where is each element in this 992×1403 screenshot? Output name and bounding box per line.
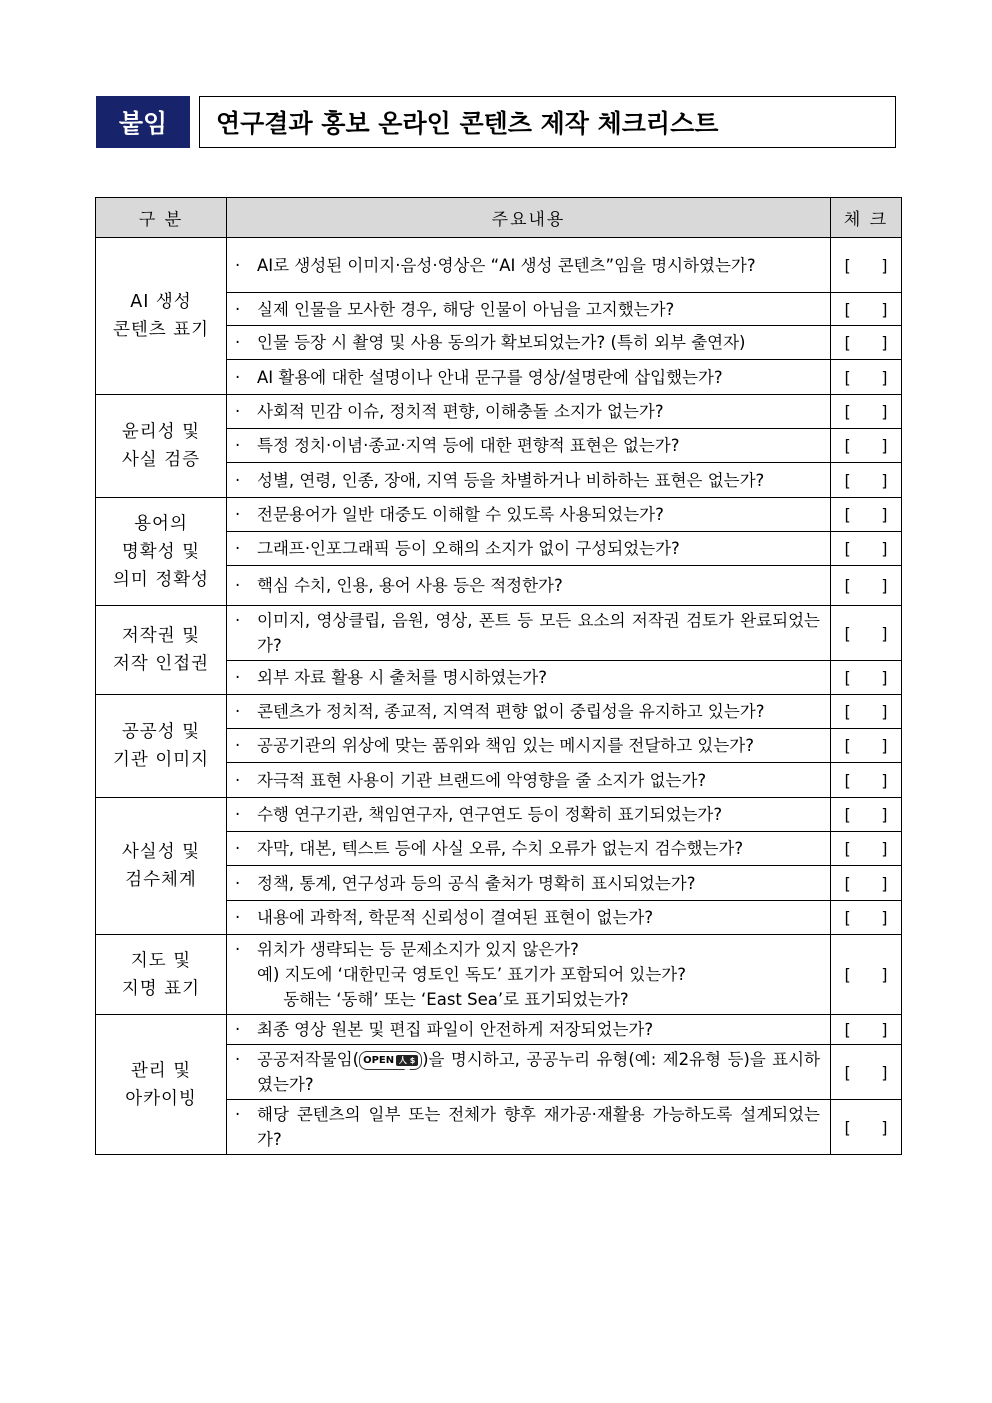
- check-box[interactable]: [ ]: [831, 532, 902, 566]
- check-box[interactable]: [ ]: [831, 498, 902, 532]
- table-row: [96, 395, 902, 429]
- check-box[interactable]: [ ]: [831, 901, 902, 935]
- item-text: 최종 영상 원본 및 편집 파일이 안전하게 저장되었는가?: [257, 1020, 654, 1039]
- check-box[interactable]: [ ]: [831, 326, 902, 360]
- checklist-item: [227, 832, 831, 866]
- table-row: [96, 238, 902, 293]
- bullet: ·: [235, 402, 241, 421]
- bullet: ·: [235, 1105, 241, 1124]
- bullet: ·: [235, 770, 241, 790]
- check-box[interactable]: [ ]: [831, 238, 902, 293]
- item-text: 공공저작물임( OPEN 人 $ ≡ )을 명시하고, 공공누리 유형(예: 제2유형 등)을 표시하였는가?: [257, 1050, 820, 1094]
- category-cell: 윤리성 및 사실 검증: [96, 395, 227, 498]
- item-text: 콘텐츠가 정치적, 종교적, 지역적 편향 없이 중립성을 유지하고 있는가?: [257, 702, 765, 721]
- check-box[interactable]: [ ]: [831, 1015, 902, 1045]
- header-content: 주요내용: [227, 198, 831, 238]
- checklist-item: [227, 866, 831, 901]
- bullet: ·: [235, 702, 241, 721]
- table-row: [96, 798, 902, 832]
- table-row: [96, 695, 902, 729]
- checklist-item: [227, 463, 831, 498]
- item-text: 위치가 생략되는 등 문제소지가 있지 않은가? 예) 지도에 ‘대한민국 영토인 독도’ 표기가 포함되어 있는가? 동해는 ‘동해’ 또는 ‘East Sea’로 표기되었는가?: [257, 940, 686, 1009]
- checklist-item: [227, 360, 831, 395]
- bullet: ·: [235, 1020, 241, 1039]
- category-cell: 용어의 명확성 및 의미 정확성: [96, 498, 227, 606]
- item-text: 수행 연구기관, 책임연구자, 연구연도 등이 정확히 표기되었는가?: [257, 805, 723, 824]
- table-row: [96, 935, 902, 1015]
- check-box[interactable]: [ ]: [831, 661, 902, 695]
- page-title: 연구결과 홍보 온라인 콘텐츠 제작 체크리스트: [199, 96, 896, 148]
- item-text: 자극적 표현 사용이 기관 브랜드에 악영향을 줄 소지가 없는가?: [257, 770, 707, 790]
- bullet: ·: [235, 436, 241, 455]
- header-category: 구 분: [96, 198, 227, 238]
- check-box[interactable]: [ ]: [831, 763, 902, 798]
- checklist-item: [227, 532, 831, 566]
- table-header-row: [96, 198, 902, 238]
- item-text: 정책, 통계, 연구성과 등의 공식 출처가 명확히 표시되었는가?: [257, 873, 696, 893]
- item-text: 자막, 대본, 텍스트 등에 사실 오류, 수치 오류가 없는지 검수했는가?: [257, 839, 744, 858]
- item-text: 핵심 수치, 인용, 용어 사용 등은 적정한가?: [257, 576, 563, 595]
- bullet: ·: [235, 505, 241, 524]
- checklist-item: [227, 326, 831, 360]
- table-row: [96, 606, 902, 661]
- checklist-item: [227, 935, 831, 1015]
- bullet: ·: [235, 873, 241, 893]
- bullet: ·: [235, 470, 241, 490]
- check-box[interactable]: [ ]: [831, 798, 902, 832]
- checklist-item: [227, 695, 831, 729]
- bullet: ·: [235, 736, 241, 755]
- table-row: [96, 498, 902, 532]
- item-text: 특정 정치·이념·종교·지역 등에 대한 편향적 표현은 없는가?: [257, 436, 680, 455]
- bullet: ·: [235, 611, 241, 630]
- checklist-item: [227, 763, 831, 798]
- check-box[interactable]: [ ]: [831, 1100, 902, 1155]
- item-text: AI 활용에 대한 설명이나 안내 문구를 영상/설명란에 삽입했는가?: [257, 367, 723, 387]
- item-text: 사회적 민감 이슈, 정치적 편향, 이해충돌 소지가 없는가?: [257, 402, 664, 421]
- checklist-item: [227, 798, 831, 832]
- bullet: ·: [235, 668, 241, 687]
- check-box[interactable]: [ ]: [831, 463, 902, 498]
- bullet: ·: [235, 839, 241, 858]
- bullet: ·: [235, 940, 241, 959]
- checklist-item: [227, 729, 831, 763]
- checklist-item: [227, 238, 831, 293]
- bullet: ·: [235, 299, 241, 319]
- bullet: ·: [235, 539, 241, 558]
- table-row: [96, 1015, 902, 1045]
- check-box[interactable]: [ ]: [831, 293, 902, 326]
- checklist-item: [227, 606, 831, 661]
- category-cell: 관리 및 아카이빙: [96, 1015, 227, 1155]
- checklist-item: [227, 1015, 831, 1045]
- item-text: 전문용어가 일반 대중도 이해할 수 있도록 사용되었는가?: [257, 505, 664, 524]
- check-box[interactable]: [ ]: [831, 360, 902, 395]
- checklist-item: [227, 429, 831, 463]
- item-text: 성별, 연령, 인종, 장애, 지역 등을 차별하거나 비하하는 표현은 없는가?: [257, 470, 765, 490]
- bullet: ·: [235, 333, 241, 352]
- check-box[interactable]: [ ]: [831, 395, 902, 429]
- bullet: ·: [235, 1050, 241, 1069]
- checklist-table: [95, 197, 902, 1155]
- header-check: 체 크: [831, 198, 902, 238]
- check-box[interactable]: [ ]: [831, 832, 902, 866]
- category-cell: AI 생성 콘텐츠 표기: [96, 238, 227, 395]
- checklist-item: [227, 498, 831, 532]
- check-box[interactable]: [ ]: [831, 606, 902, 661]
- checklist-item: [227, 1100, 831, 1155]
- appendix-badge: 붙임: [96, 96, 190, 148]
- checklist-item: [227, 395, 831, 429]
- checklist-item: [227, 661, 831, 695]
- item-text: 해당 콘텐츠의 일부 또는 전체가 향후 재가공·재활용 가능하도록 설계되었는가?: [257, 1105, 820, 1149]
- bullet: ·: [235, 255, 241, 275]
- check-box[interactable]: [ ]: [831, 695, 902, 729]
- item-text: 외부 자료 활용 시 출처를 명시하였는가?: [257, 668, 548, 687]
- item-text: AI로 생성된 이미지·음성·영상은 “AI 생성 콘텐츠”임을 명시하였는가?: [257, 255, 756, 275]
- check-box[interactable]: [ ]: [831, 935, 902, 1015]
- checklist-item: [227, 566, 831, 606]
- item-text: 이미지, 영상클립, 음원, 영상, 폰트 등 모든 요소의 저작권 검토가 완료되었는가?: [257, 611, 820, 655]
- bullet: ·: [235, 576, 241, 595]
- bullet: ·: [235, 908, 241, 927]
- check-box[interactable]: [ ]: [831, 429, 902, 463]
- item-text: 공공기관의 위상에 맞는 품위와 책임 있는 메시지를 전달하고 있는가?: [257, 736, 755, 755]
- checklist-item: [227, 293, 831, 326]
- bullet: ·: [235, 367, 241, 387]
- check-box[interactable]: [ ]: [831, 729, 902, 763]
- checklist-item: [227, 901, 831, 935]
- item-text: 내용에 과학적, 학문적 신뢰성이 결여된 표현이 없는가?: [257, 908, 654, 927]
- check-box[interactable]: [ ]: [831, 566, 902, 606]
- check-box[interactable]: [ ]: [831, 866, 902, 901]
- category-cell: 저작권 및 저작 인접권: [96, 606, 227, 695]
- bullet: ·: [235, 805, 241, 824]
- item-text: 그래프·인포그래픽 등이 오해의 소지가 없이 구성되었는가?: [257, 539, 680, 558]
- category-cell: 사실성 및 검수체계: [96, 798, 227, 935]
- kogl-open-license-icon: OPEN 人 $ ≡: [359, 1051, 422, 1070]
- category-cell: 지도 및 지명 표기: [96, 935, 227, 1015]
- check-box[interactable]: [ ]: [831, 1045, 902, 1100]
- checklist-item: [227, 1045, 831, 1100]
- item-text: 인물 등장 시 촬영 및 사용 동의가 확보되었는가? (특히 외부 출연자): [257, 333, 746, 352]
- category-cell: 공공성 및 기관 이미지: [96, 695, 227, 798]
- item-text: 실제 인물을 모사한 경우, 해당 인물이 아님을 고지했는가?: [257, 299, 675, 319]
